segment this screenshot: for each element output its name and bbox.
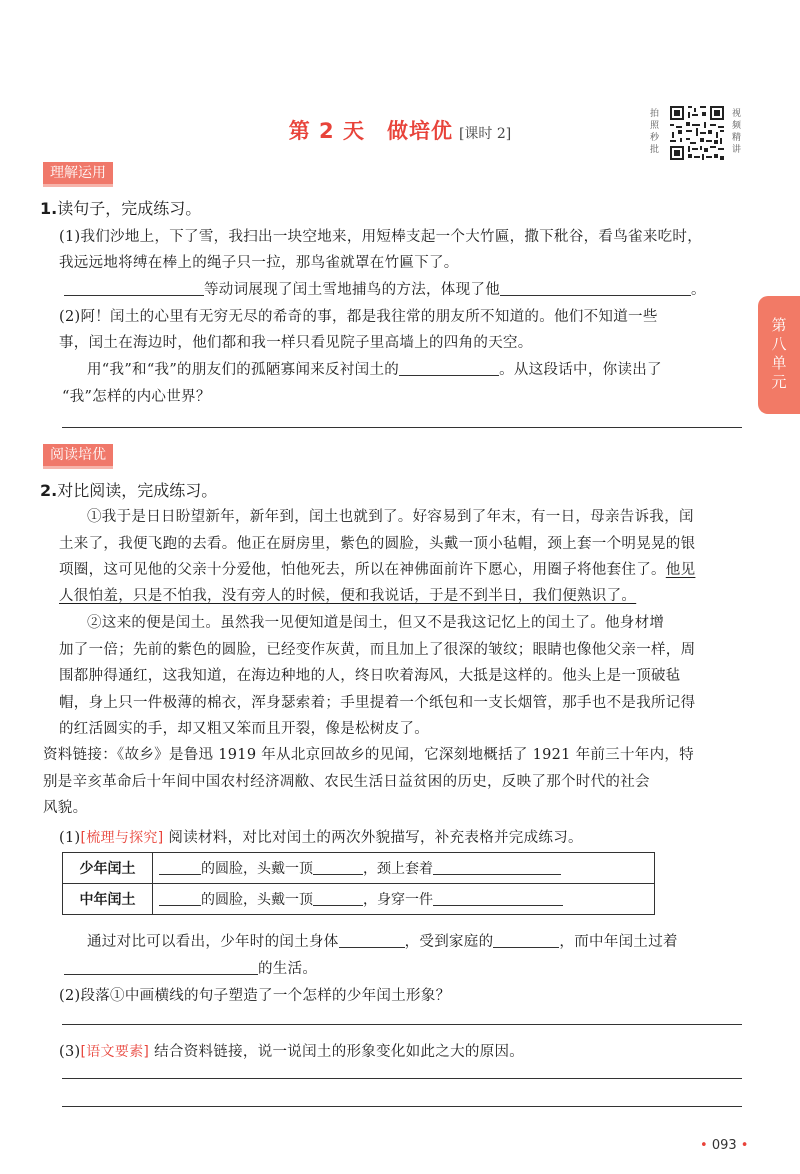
- section-tag-reading: 阅读培优: [43, 444, 113, 466]
- subquestion-3: (3)[语文要素] 结合资料链接，说一说闰土的形象变化如此之大的原因。: [59, 1044, 525, 1060]
- table-row: 中年闰土 的圆脸，头戴一顶 ，身穿一件: [63, 884, 655, 915]
- answer-blank[interactable]: [313, 890, 363, 906]
- qr-code-icon[interactable]: [668, 104, 726, 162]
- passage-1-underlined-line: 人很怕羞，只是不怕我，没有旁人的时候，便和我说话，于是不到半日，我们便熟识了。: [59, 588, 637, 604]
- question-2-prompt: 2.对比阅读，完成练习。: [40, 481, 218, 500]
- passage-2-line: 的红活圆实的手，却又粗又笨而且开裂，像是松树皮了。: [59, 721, 429, 737]
- page-number: • 093 •: [700, 1138, 749, 1153]
- subquestion-1: (1)[梳理与探究] 阅读材料，对比对闰土的两次外貌描写，补充表格并完成练习。: [59, 830, 583, 846]
- q1-p2-line2: 事，闰土在海边时，他们都和我一样只看见院子里高墙上的四角的天空。: [59, 335, 533, 351]
- resource-link-line: 风貌。: [43, 800, 88, 816]
- answer-line[interactable]: [62, 1106, 742, 1107]
- subquestion-2: (2)段落①中画横线的句子塑造了一个怎样的少年闰土形象？: [59, 988, 451, 1004]
- tag-language-element: [语文要素]: [80, 1044, 150, 1060]
- section-tag-understand: 理解运用: [43, 162, 113, 184]
- qr-caption-right: 视 频 精 讲: [732, 109, 742, 155]
- compare-sentence: 通过对比可以看出，少年时的闰土身体 ，受到家庭的 ，而中年闰土过着: [87, 934, 678, 950]
- lesson-label: [课时 2]: [458, 126, 512, 142]
- qr-code-area: [650, 104, 745, 162]
- q1-p1-line2: 我远远地将缚在棒上的绳子只一拉，那鸟雀就罩在竹匾下了。: [59, 255, 459, 271]
- comparison-table: [62, 852, 655, 915]
- answer-blank[interactable]: [64, 280, 204, 296]
- resource-link-line: 别是辛亥革命后十年间中国农村经济凋敝、农民生活日益贫困的历史，反映了那个时代的社会: [43, 774, 650, 790]
- answer-blank[interactable]: [500, 280, 691, 296]
- unit-tab: 第 八 单 元: [758, 296, 800, 414]
- answer-blank[interactable]: [64, 959, 258, 975]
- answer-blank[interactable]: [313, 859, 363, 875]
- answer-line[interactable]: [62, 1078, 742, 1079]
- compare-sentence-end: 的生活。: [64, 957, 317, 978]
- passage-2-line: 加了一倍；先前的紫色的圆脸，已经变作灰黄，而且加上了很深的皱纹；眼睛也像他父亲一样，周: [59, 642, 696, 658]
- resource-link-line: 资料链接：《故乡》是鲁迅 1919 年从北京回故乡的见闻，它深刻地概括了 1921 年前三十年内，特: [43, 747, 694, 763]
- answer-blank[interactable]: [339, 932, 405, 948]
- answer-blank[interactable]: [493, 932, 559, 948]
- answer-line[interactable]: [62, 1024, 742, 1025]
- table-row: 少年闰土 的圆脸，头戴一顶 ，颈上套着: [63, 853, 655, 884]
- answer-blank[interactable]: [433, 890, 563, 906]
- answer-blank[interactable]: [159, 890, 201, 906]
- page-title: 第 2 天 做培优: [288, 119, 453, 143]
- qr-caption-left: 拍 照 秒 批: [650, 109, 660, 155]
- answer-line[interactable]: [62, 427, 742, 428]
- answer-blank[interactable]: [399, 360, 499, 376]
- tag-sort-explore: [梳理与探究]: [80, 830, 164, 846]
- q1-p2-line1: (2)阿！闰土的心里有无穷无尽的希奇的事，都是我往常的朋友所不知道的。他们不知道一些: [59, 309, 658, 325]
- question-1-prompt: 1.读句子，完成练习。: [40, 199, 202, 218]
- passage-1-line: 项圈，这可见他的父亲十分爱他，怕他死去，所以在神佛面前许下愿心，用圈子将他套住了。他见: [59, 562, 696, 578]
- passage-2-line: 围都肿得通红，这我知道，在海边种地的人，终日吹着海风，大抵是这样的。他头上是一顶破毡: [59, 668, 681, 684]
- q1-p1-fill: 等动词展现了闰土雪地捕鸟的方法，体现了他 。: [64, 278, 706, 299]
- passage-1-line: ①我于是日日盼望新年，新年到，闰土也就到了。好容易到了年末，有一日，母亲告诉我，闰: [87, 509, 694, 525]
- passage-1-line: 土来了，我便飞跑的去看。他正在厨房里，紫色的圆脸，头戴一顶小毡帽，颈上套一个明晃晃的银: [59, 536, 696, 552]
- q1-p1-line1: (1)我们沙地上，下了雪，我扫出一块空地来，用短棒支起一个大竹匾，撒下秕谷，看鸟雀来吃时，: [59, 229, 703, 245]
- q1-p2-question: “我”怎样的内心世界？: [62, 389, 211, 405]
- passage-2-line: ②这来的便是闰土。虽然我一见便知道是闰土，但又不是我这记忆上的闰土了。他身材增: [87, 615, 665, 631]
- passage-2-line: 帽，身上只一件极薄的棉衣，浑身瑟索着；手里提着一个纸包和一支长烟管，那手也不是我所记得: [59, 695, 696, 711]
- q1-p2-fill: 用“我”和“我”的朋友们的孤陋寡闻来反衬闰土的 。从这段话中，你读出了: [87, 362, 662, 378]
- answer-blank[interactable]: [433, 859, 561, 875]
- answer-blank[interactable]: [159, 859, 201, 875]
